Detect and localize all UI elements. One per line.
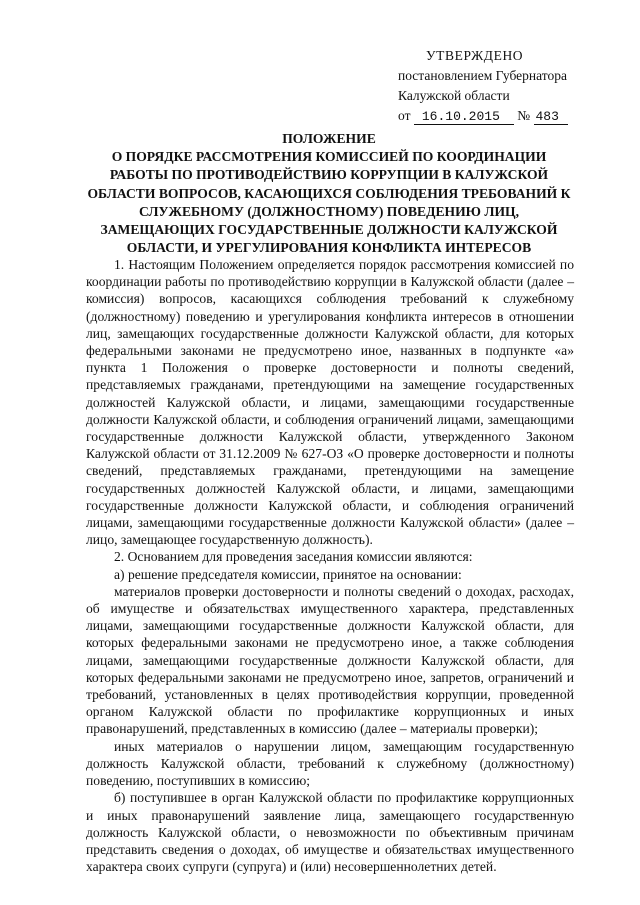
paragraph-2a: а) решение председателя комиссии, принятое на основании: bbox=[114, 566, 462, 582]
date-prefix: от bbox=[398, 108, 411, 123]
paragraph-2: 2. Основанием для проведения заседания комиссии являются: bbox=[114, 549, 473, 565]
approval-date-line bbox=[398, 106, 598, 126]
number-prefix: № bbox=[517, 108, 531, 123]
document-body bbox=[86, 256, 574, 875]
paragraph-1: 1. Настоящим Положением определяется порядок рассмотрения комиссией по координации работы по противодействию коррупции в Калужской области (далее – комиссия) вопросов, касающихся соблюдения требований к служебному (должностному) поведению и урегулирования конфликта интересов в отношении лиц, замещающих государственные должности Калужской области, для которых федеральными законами не предусмотрено иное, названных в подпункте «а» пункта 1 Положения о проверке достоверности и полноты сведений, представляемых гражданами, претендующими на замещение государственных должностей Калужской области, и лицами, замещающими государственные должности Калужской области, и соблюдения ограничений лицами, замещающими государственные должности Калужской области, утвержденного Законом Калужской области от 31.12.2009 № 627-ОЗ «О проверке достоверности и полноты сведений, представляемых гражданами, претендующими на замещение государственных должностей Калужской области, и лицами, замещающими государственные должности Калужской области, и соблюдения ограничений лицами, замещающими государственные должности Калужской области» (далее – лицо, замещающее государственную должность). bbox=[86, 257, 574, 548]
approval-stamp: УТВЕРЖДЕНО bbox=[426, 48, 524, 63]
approval-block bbox=[398, 46, 598, 126]
approval-number: 483 bbox=[534, 109, 568, 125]
paragraph-2a-other: иных материалов о нарушении лицом, замещающим государственную должность Калужской области, требований к служебному (должностному) поведению, поступивших в комиссию; bbox=[86, 738, 574, 789]
document-subtitle: О ПОРЯДКЕ РАССМОТРЕНИЯ КОМИССИЕЙ ПО КООРДИНАЦИИ РАБОТЫ ПО ПРОТИВОДЕЙСТВИЮ КОРРУПЦИИ В КАЛУЖСКОЙ ОБЛАСТИ ВОПРОСОВ, КАСАЮЩИХСЯ СОБЛЮДЕНИЯ ТРЕБОВАНИЙ К СЛУЖЕБНОМУ (ДОЛЖНОСТНОМУ) ПОВЕДЕНИЮ ЛИЦ, ЗАМЕЩАЮЩИХ ГОСУДАРСТВЕННЫЕ ДОЛЖНОСТИ КАЛУЖСКОЙ ОБЛАСТИ, И УРЕГУЛИРОВАНИЯ КОНФЛИКТА ИНТЕРЕСОВ bbox=[87, 149, 571, 256]
paragraph-2a-materials: материалов проверки достоверности и полноты сведений о доходах, расходах, об имуществе и обязательствах имущественного характера, представленных лицами, замещающими государственные должности Калужской области, для которых федеральными законами не предусмотрено иное, а также соблюдения лицами, замещающими государственные должности Калужской области, для которых федеральными законами не предусмотрено иное, запретов, ограничений и требований, установленных в целях противодействия коррупции, проведенной органом Калужской области по профилактике коррупционных и иных правонарушений, представленных в комиссию (далее – материалы проверки); bbox=[86, 583, 574, 737]
approval-line-2: Калужской области bbox=[398, 88, 510, 103]
approval-date: 16.10.2015 bbox=[414, 109, 514, 125]
approval-line-1: постановлением Губернатора bbox=[398, 68, 567, 83]
document-title: ПОЛОЖЕНИЕ bbox=[282, 131, 376, 146]
paragraph-2b: б) поступившее в орган Калужской области по профилактике коррупционных и иных правонарушений заявление лица, замещающего государственную должность Калужской области, о невозможности по объективным причинам представить сведения о доходах, об имуществе и обязательствах имущественного характера своих супруги (супруга) и (или) несовершеннолетних детей. bbox=[86, 790, 574, 875]
document-heading bbox=[86, 130, 572, 257]
